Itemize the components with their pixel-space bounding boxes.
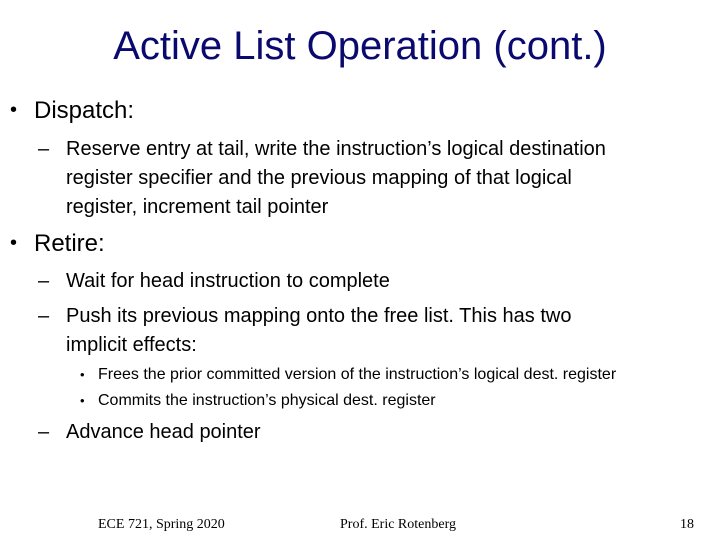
dash-marker: – (38, 138, 50, 160)
sub-sub-bullet-text: Frees the prior committed version of the instruction’s logical dest. register (98, 366, 617, 383)
sub-sub-marker: • (80, 367, 85, 382)
footer-course: ECE 721, Spring 2020 (98, 517, 225, 532)
sub-sub-bullet-text: Commits the instruction’s physical dest. register (98, 392, 436, 409)
sub-bullet-line: Wait for head instruction to complete (66, 270, 390, 292)
dash-marker: – (38, 270, 50, 292)
sub-bullet-dispatch-1 (38, 135, 718, 225)
sub-sub-bullet-2 (80, 388, 710, 414)
footer-author: Prof. Eric Rotenberg (340, 517, 456, 532)
sub-bullet-line: register specifier and the previous mapping of that logical (66, 167, 572, 189)
sub-sub-bullet-1 (80, 362, 710, 388)
sub-bullet-line: Push its previous mapping onto the free list. This has two (66, 305, 572, 327)
slide-title: Active List Operation (cont.) (113, 24, 607, 68)
dash-marker: – (38, 305, 50, 327)
sub-bullet-retire-2 (38, 302, 718, 362)
bullet-label: Retire: (34, 230, 105, 257)
sub-bullet-line: implicit effects: (66, 334, 197, 356)
sub-sub-marker: • (80, 393, 85, 408)
sub-bullet-line: register, increment tail pointer (66, 196, 329, 218)
bullet-label: Dispatch: (34, 97, 135, 124)
sub-bullet-retire-3 (38, 418, 718, 447)
sub-bullet-line: Reserve entry at tail, write the instruction’s logical destination (66, 138, 606, 160)
bullet-marker: • (10, 232, 18, 254)
bullet-marker: • (10, 99, 18, 121)
dash-marker: – (38, 421, 50, 443)
sub-bullet-retire-1 (38, 267, 718, 296)
sub-bullet-line: Advance head pointer (66, 421, 261, 443)
footer-page-number: 18 (680, 517, 694, 532)
